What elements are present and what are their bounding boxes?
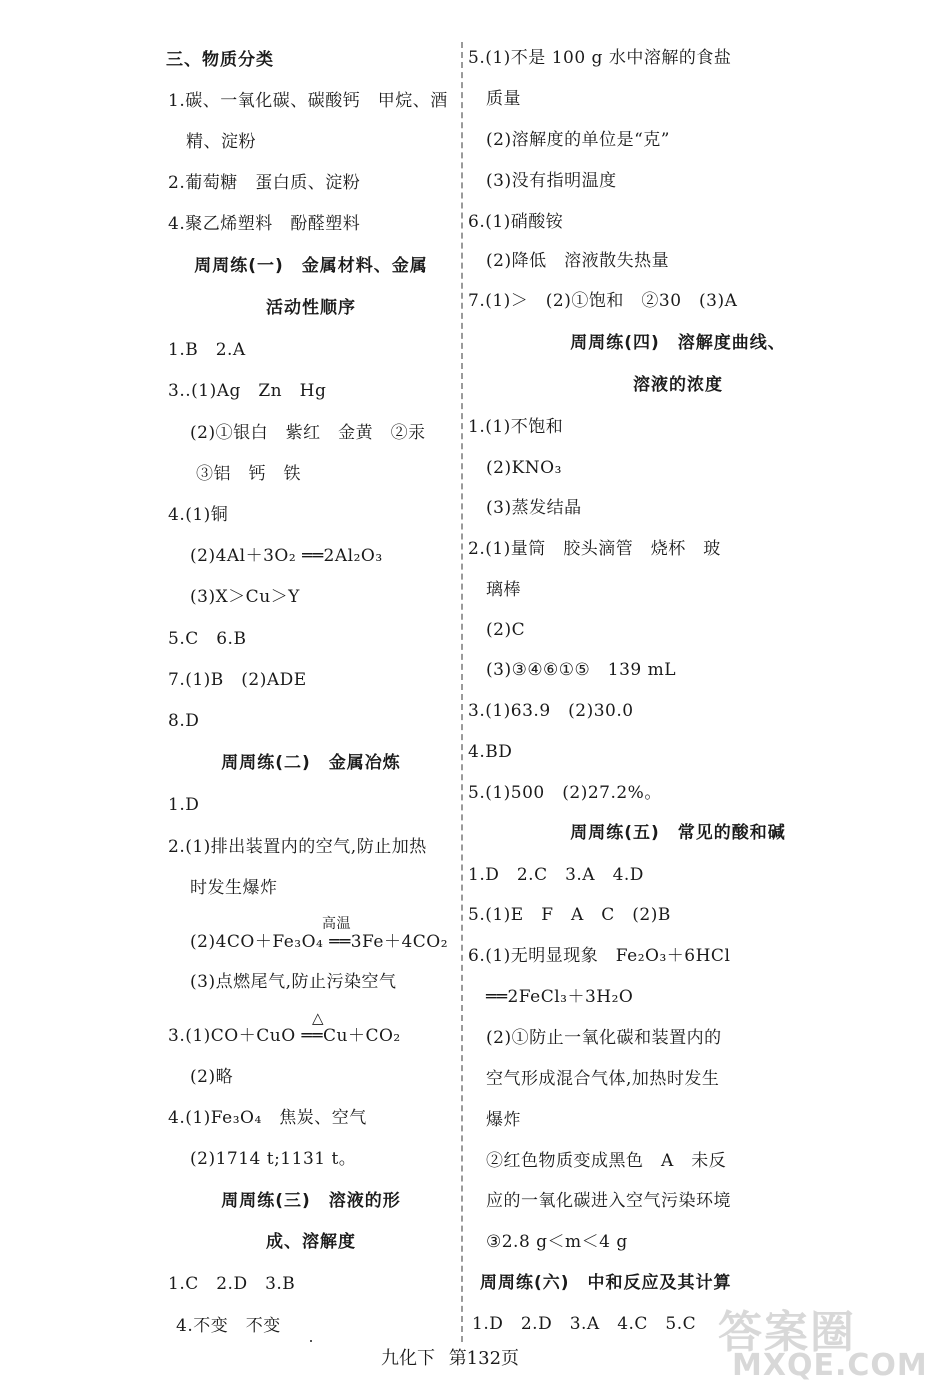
answer-line: 5.C 6.B <box>168 629 247 649</box>
section-heading: 三、物质分类 <box>166 50 274 70</box>
answer-line: 4.聚乙烯塑料 酚醛塑料 <box>168 214 361 234</box>
section-heading: 周周练(六) 中和反应及其计算 <box>480 1273 732 1293</box>
section-heading: 活动性顺序 <box>266 298 356 318</box>
watermark-url: MXQE.COM <box>732 1348 928 1383</box>
answer-line: 1.D <box>168 795 200 815</box>
answer-line: ②红色物质变成黑色 A 未反 <box>486 1151 727 1171</box>
equation-line: (2)4Al＋3O₂ ══2Al₂O₃ <box>190 546 383 566</box>
page-speck <box>310 1340 312 1342</box>
answer-line: 2.(1)量筒 胶头滴管 烧杯 玻 <box>468 539 721 559</box>
answer-line: 2.(1)排出装置内的空气,防止加热 <box>168 837 427 857</box>
answer-line: 4.(1)铜 <box>168 505 229 525</box>
answer-line: 4.BD <box>468 742 513 762</box>
column-divider <box>461 42 463 1342</box>
section-heading: 周周练(四) 溶解度曲线、 <box>570 333 786 353</box>
answer-line: 2.葡萄糖 蛋白质、淀粉 <box>168 173 361 193</box>
page-number: 第132页 <box>448 1348 520 1369</box>
answer-line: (3)蒸发结晶 <box>486 498 582 518</box>
answer-line: 5.(1)500 (2)27.2%。 <box>468 783 662 803</box>
answer-line: (2)①防止一氧化碳和装置内的 <box>486 1028 722 1048</box>
answer-line: 1.C 2.D 3.B <box>168 1274 296 1294</box>
answer-line: (2)溶解度的单位是“克” <box>486 130 670 150</box>
watermark-logo <box>718 1296 928 1388</box>
answer-line: (3)没有指明温度 <box>486 171 617 191</box>
answer-line: (2)降低 溶液散失热量 <box>486 251 670 271</box>
equation-line: (2)4CO＋Fe₃O₄ ══3Fe＋4CO₂ <box>190 932 449 952</box>
answer-line: 1.D 2.D 3.A 4.C 5.C <box>472 1314 697 1334</box>
answer-line: 4.(1)Fe₃O₄ 焦炭、空气 <box>168 1108 367 1128</box>
answer-line: 1.D 2.C 3.A 4.D <box>468 865 644 885</box>
book-label: 九化下 <box>380 1348 435 1369</box>
answer-line: 4.不变 不变 <box>176 1316 281 1336</box>
answer-line: (2)①银白 紫红 金黄 ②汞 <box>190 423 426 443</box>
answer-line: (2)1714 t;1131 t。 <box>190 1149 357 1169</box>
answer-line: (3)X＞Cu＞Y <box>190 587 300 607</box>
answer-line: ③2.8 g＜m＜4 g <box>486 1232 628 1252</box>
answer-line: 7.(1)＞ (2)①饱和 ②30 (3)A <box>468 291 738 311</box>
reaction-condition: △ <box>312 1009 325 1027</box>
page-footer <box>0 1346 900 1372</box>
answer-line: (3)点燃尾气,防止污染空气 <box>190 972 397 992</box>
section-heading: 成、溶解度 <box>266 1232 356 1252</box>
answer-line: (2)略 <box>190 1067 234 1087</box>
answer-line: 1.(1)不饱和 <box>468 417 564 437</box>
section-heading: 周周练(二) 金属冶炼 <box>221 753 401 773</box>
answer-line: 5.(1)不是 100 g 水中溶解的食盐 <box>468 48 732 68</box>
answer-line: 爆炸 <box>486 1110 521 1130</box>
reaction-condition: 高温 <box>322 916 351 932</box>
equation-line: 3.(1)CO＋CuO ══Cu＋CO₂ <box>168 1026 401 1046</box>
equation-line: 6.(1)无明显现象 Fe₂O₃＋6HCl <box>468 946 731 966</box>
section-heading: 溶液的浓度 <box>633 375 723 395</box>
answer-line: 7.(1)B (2)ADE <box>168 670 307 690</box>
answer-line: 精、淀粉 <box>186 132 256 152</box>
watermark-text: 答案圈 <box>718 1307 856 1358</box>
answer-line: 质量 <box>486 89 521 109</box>
answer-line: 8.D <box>168 711 200 731</box>
equation-line: ══2FeCl₃＋3H₂O <box>486 987 634 1007</box>
answer-line: 6.(1)硝酸铵 <box>468 212 564 232</box>
answer-line: 5.(1)E F A C (2)B <box>468 905 671 925</box>
answer-line: (3)③④⑥①⑤ 139 mL <box>486 660 677 680</box>
answer-line: ③铝 钙 铁 <box>196 464 301 484</box>
answer-line: 1.碳、一氧化碳、碳酸钙 甲烷、酒 <box>168 91 448 111</box>
answer-line: (2)C <box>486 620 526 640</box>
answer-line: 1.B 2.A <box>168 340 246 360</box>
answer-line: 时发生爆炸 <box>190 878 278 898</box>
answer-line: (2)KNO₃ <box>486 458 562 478</box>
answer-line: 3.(1)63.9 (2)30.0 <box>468 701 634 721</box>
answer-line: 应的一氧化碳进入空气污染环境 <box>486 1191 731 1211</box>
answer-line: 璃棒 <box>486 580 521 600</box>
section-heading: 周周练(三) 溶液的形 <box>221 1191 401 1211</box>
section-heading: 周周练(一) 金属材料、金属 <box>194 256 428 276</box>
answer-line: 3..(1)Ag Zn Hg <box>168 381 327 401</box>
section-heading: 周周练(五) 常见的酸和碱 <box>570 823 786 843</box>
answer-line: 空气形成混合气体,加热时发生 <box>486 1069 720 1089</box>
